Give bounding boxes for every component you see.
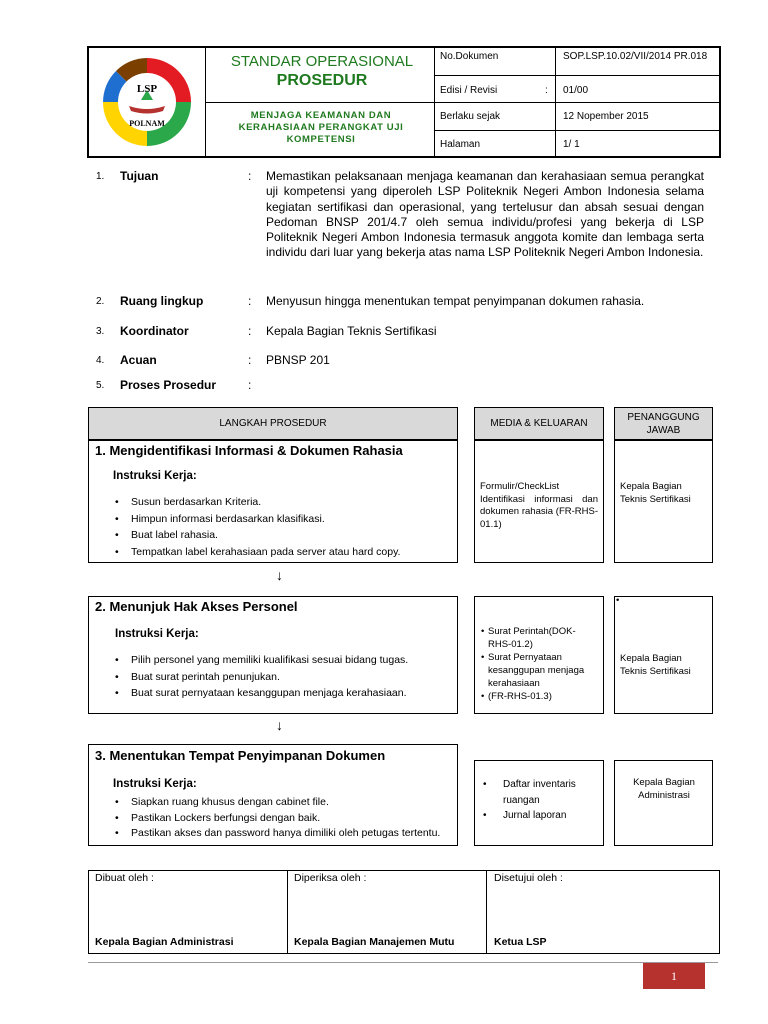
section-colon: : (248, 353, 252, 367)
step-1-pj-box (614, 440, 713, 563)
header-langkah-prosedur: LANGKAH PROSEDUR (88, 407, 458, 440)
section-label-ruang-lingkup: Ruang lingkup (120, 294, 204, 308)
signature-role-disetujui: Ketua LSP (494, 936, 547, 948)
signature-label-disetujui: Disetujui oleh : (494, 872, 563, 884)
step-1-box (88, 440, 458, 563)
list-item: • Pastikan Lockers berfungsi dengan baik. (113, 811, 440, 827)
section-label-tujuan: Tujuan (120, 169, 159, 183)
header-value-berlaku: 12 Nopember 2015 (563, 111, 649, 122)
section-label-proses-prosedur: Proses Prosedur (120, 378, 217, 392)
signature-table (88, 870, 720, 954)
signature-role-dibuat: Kepala Bagian Administrasi (95, 936, 234, 948)
flow-arrow: ↓ (276, 567, 283, 583)
header-penanggung-jawab: PENANGGUNG JAWAB (614, 407, 713, 440)
step-2-pj-box (614, 596, 713, 714)
list-item: • (FR-RHS-01.3) (479, 690, 597, 703)
header-media-keluaran: MEDIA & KELUARAN (474, 407, 604, 440)
signature-label-dibuat: Dibuat oleh : (95, 872, 154, 884)
header-label-edisi: Edisi / Revisi (440, 85, 498, 96)
list-item: • Surat Perintah(DOK-RHS-01.2) (479, 625, 597, 651)
list-item: • Pastikan akses dan password hanya dimiliki oleh petugas tertentu. (113, 826, 440, 842)
signature-role-diperiksa: Kepala Bagian Manajemen Mutu (294, 936, 455, 948)
step-3-title: 3. Menentukan Tempat Penyimpanan Dokumen (95, 748, 386, 763)
list-item: • Pilih personel yang memiliki kualifikasi sesuai bidang tugas. (113, 652, 408, 669)
section-label-koordinator: Koordinator (120, 324, 189, 338)
section-number: 3. (96, 326, 105, 337)
section-value-tujuan: Memastikan pelaksanaan menjaga keamanan dan kerahasiaan semua perangkat uji kompetensi yang diperoleh LSP Politeknik Negeri Ambon Indonesia selama kegiatan sertifikasi dan operasional, yang tertelusur dan absah sesuai dengan Pedoman BNSP 201/4.7 oleh semua individu/profesi yang bekerja di LSP Politeknik Negeri Ambon Indonesia termasuk anggota komite dan lembaga serta individu dari luar yang bekerja atas nama LSP Politeknik Negeri Ambon Indonesia. (266, 169, 704, 260)
list-item: • Susun berdasarkan Kriteria. (113, 494, 400, 511)
list-item: • Jurnal laporan (481, 808, 591, 824)
doc-title-line1: STANDAR OPERASIONAL (230, 53, 414, 70)
step-2-box (88, 596, 458, 714)
step-2-instruksi: Instruksi Kerja: (115, 628, 199, 640)
header-label-no-dokumen: No.Dokumen (440, 51, 499, 62)
section-number: 2. (96, 296, 105, 307)
header-value-edisi: 01/00 (563, 85, 589, 96)
header-colon-edisi: : (545, 85, 548, 96)
doc-subtitle: MENJAGA KEAMANAN DAN KERAHASIAAN PERANGKAT UJI KOMPETENSI (238, 110, 404, 145)
step-3-pj: Kepala Bagian Administrasi (633, 777, 695, 801)
logo-bottom-text: POLNAM (129, 119, 165, 128)
header-value-halaman: 1/ 1 (563, 139, 580, 150)
step-3-list (113, 795, 440, 842)
step-2-pj-bullet: • (616, 595, 620, 606)
list-item: • Siapkan ruang khusus dengan cabinet file. (113, 795, 440, 811)
step-2-title: 2. Menunjuk Hak Akses Personel (95, 599, 298, 614)
signature-label-diperiksa: Diperiksa oleh : (294, 872, 367, 884)
section-colon: : (248, 324, 252, 338)
section-number: 5. (96, 380, 105, 391)
step-3-box (88, 744, 458, 846)
step-3-instruksi: Instruksi Kerja: (113, 778, 197, 790)
list-item: • Surat Pernyataan kesanggupan menjaga kerahasiaan (479, 651, 597, 690)
doc-title-line2: PROSEDUR (276, 72, 368, 89)
section-value-ruang-lingkup: Menyusun hingga menentukan tempat penyimpanan dokumen rahasia. (266, 294, 645, 308)
step-1-pj: Kepala Bagian Teknis Sertifikasi (620, 481, 691, 505)
section-number: 4. (96, 355, 105, 366)
step-3-pj-box (614, 760, 713, 846)
footer-divider (88, 962, 718, 963)
step-1-title: 1. Mengidentifikasi Informasi & Dokumen Rahasia (95, 443, 403, 458)
step-2-media-list (479, 625, 597, 703)
step-2-pj: Kepala Bagian Teknis Sertifikasi (620, 653, 691, 677)
list-item: • Tempatkan label kerahasiaan pada server atau hard copy. (113, 544, 400, 561)
step-1-list (113, 494, 400, 560)
list-item: • Buat surat pernyataan kesanggupan menjaga kerahasiaan. (113, 685, 408, 702)
header-label-berlaku: Berlaku sejak (440, 111, 501, 122)
section-value-koordinator: Kepala Bagian Teknis Sertifikasi (266, 324, 437, 338)
section-label-acuan: Acuan (120, 353, 157, 367)
logo-top-text: LSP (136, 83, 158, 95)
list-item: • Buat label rahasia. (113, 527, 400, 544)
header-label-halaman: Halaman (440, 139, 481, 150)
page-number: 1 (643, 963, 705, 989)
flow-arrow: ↓ (276, 717, 283, 733)
step-2-list (113, 652, 408, 702)
section-value-acuan: PBNSP 201 (266, 353, 330, 367)
section-colon: : (248, 294, 252, 308)
list-item: • Himpun informasi berdasarkan klasifikasi. (113, 511, 400, 528)
step-3-media-box (474, 760, 604, 846)
document-header-table (87, 46, 721, 158)
section-colon: : (248, 378, 252, 392)
step-3-media-list (481, 777, 591, 824)
list-item: • Daftar inventaris ruangan (481, 777, 591, 808)
step-1-media-box (474, 440, 604, 563)
step-1-instruksi: Instruksi Kerja: (113, 470, 197, 482)
section-colon: : (248, 169, 252, 183)
lsp-polnam-logo (101, 56, 193, 148)
step-1-media: Formulir/CheckList Identifikasi informasi dan dokumen rahasia (FR-RHS-01.1) (480, 481, 598, 530)
step-2-media-box (474, 596, 604, 714)
list-item: • Buat surat perintah penunjukan. (113, 669, 408, 686)
header-value-no-dokumen: SOP.LSP.10.02/VII/2014 PR.018 (563, 51, 708, 62)
section-number: 1. (96, 171, 105, 182)
